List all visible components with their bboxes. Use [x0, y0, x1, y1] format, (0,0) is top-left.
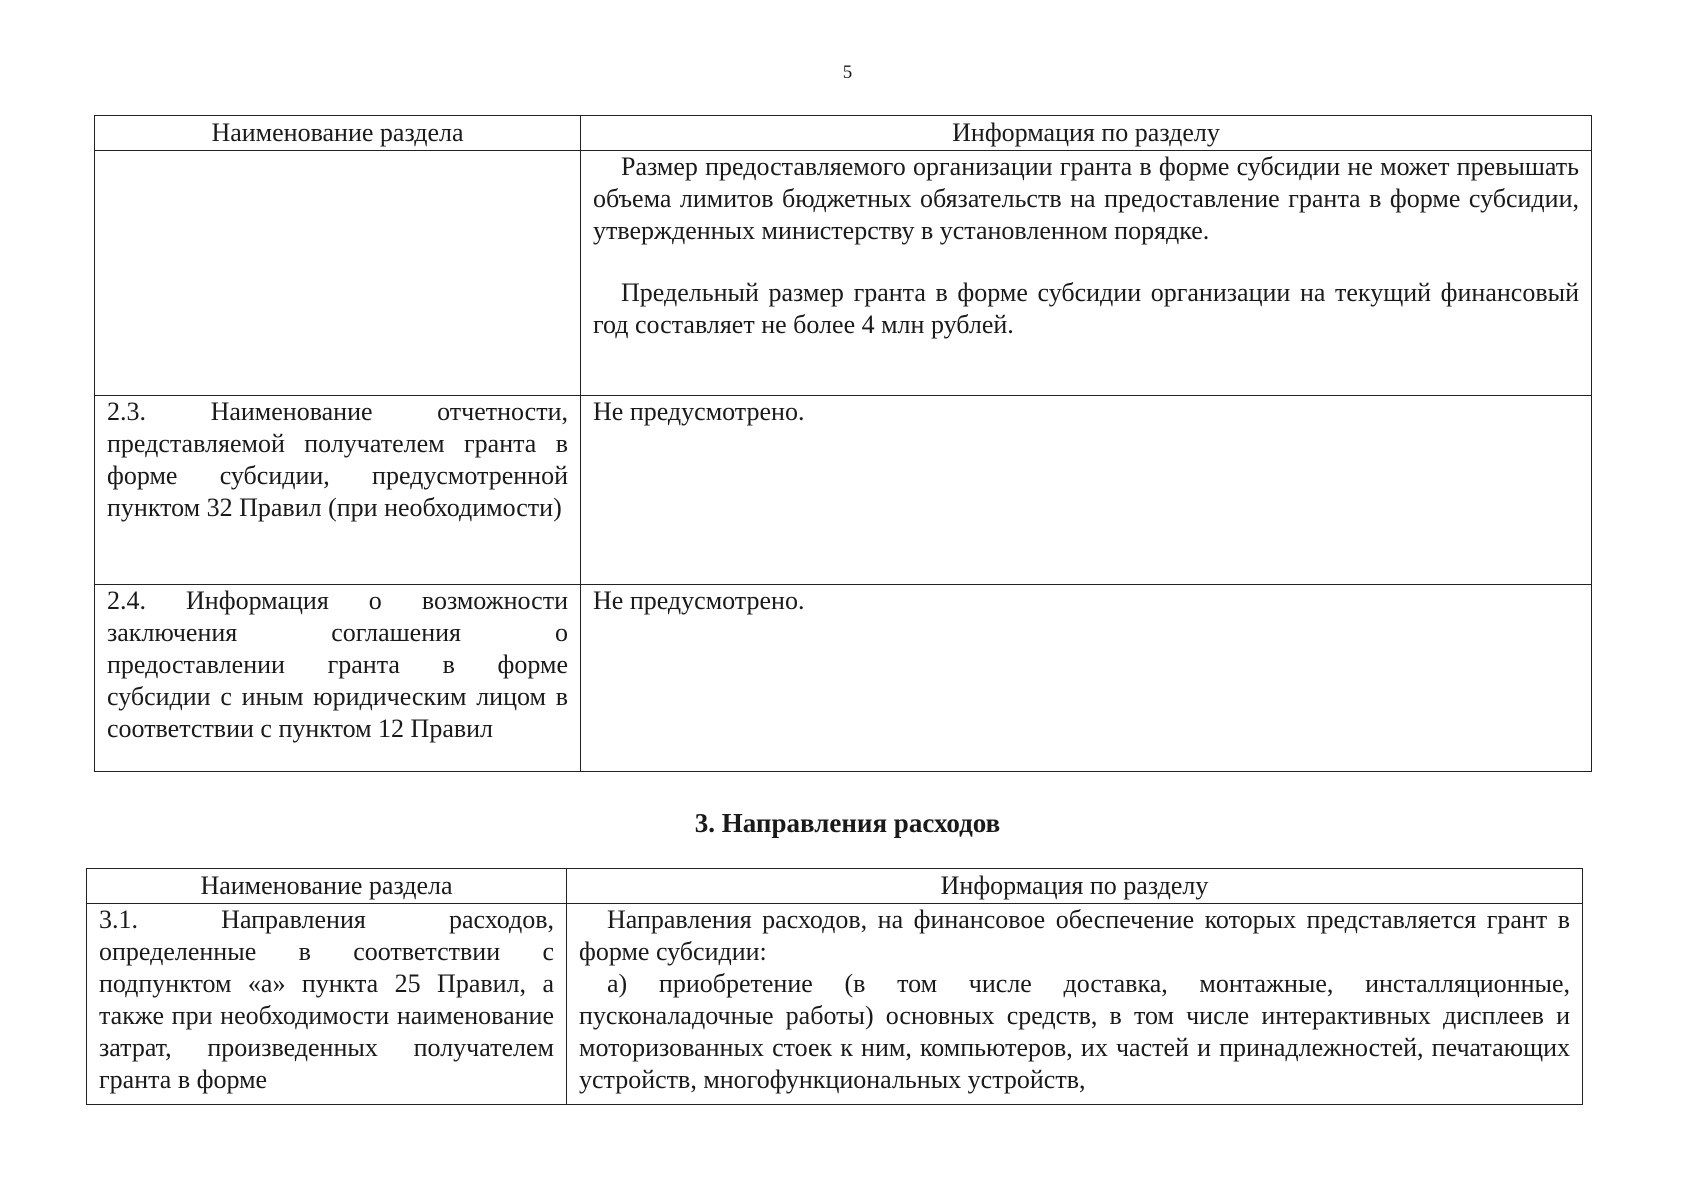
section-3-heading: 3. Направления расходов: [694, 808, 1001, 838]
table-row: [87, 904, 1583, 1105]
row-limits-right-cell: [581, 151, 1592, 396]
max-grant-paragraph: Предельный размер гранта в форме субсидии организации на текущий финансовый год составляет не более 4 млн рублей.: [593, 278, 1579, 339]
table-row: [95, 396, 1592, 585]
header-section-name: Наименование раздела: [95, 116, 581, 151]
page-number: 5: [842, 62, 853, 83]
header-section-info: Информация по разделу: [581, 116, 1592, 151]
grant-limit-paragraph: Размер предоставляемого организации гранта в форме субсидии не может превышать объема лимитов бюджетных обязательств на предоставление гранта в форме субсидии, утвержденных министерству в установленном порядке.: [593, 152, 1579, 245]
row-2-3-title: 2.3. Наименование отчетности, представляемой получателем гранта в форме субсидии, предусмотренной пунктом 32 Правил (при необходимости): [95, 396, 581, 585]
row-3-1-title: 3.1. Направления расходов, определенные в соответствии с подпунктом «а» пункта 25 Правил, а также при необходимости наименование затрат, произведенных получателем гранта в форме: [87, 904, 567, 1105]
row-3-1-value: [567, 904, 1583, 1105]
table-header-row: [87, 869, 1583, 904]
header-section-info: Информация по разделу: [567, 869, 1583, 904]
expense-directions-intro: Направления расходов, на финансовое обеспечение которых представляется грант в форме субсидии:: [579, 905, 1570, 966]
section-2-table: [94, 115, 1592, 772]
row-limits-left-cell: [95, 151, 581, 396]
section-3-table: [86, 868, 1583, 1105]
table-row: [95, 585, 1592, 772]
expense-item-a: а) приобретение (в том числе доставка, монтажные, инсталляционные, пусконаладочные работы) основных средств, в том числе интерактивных дисплеев и моторизованных стоек к ним, компьютеров, их частей и принадлежностей, печатающих устройств, многофункциональных устройств,: [579, 969, 1570, 1094]
row-2-4-value: Не предусмотрено.: [581, 585, 1592, 772]
row-2-3-value: Не предусмотрено.: [581, 396, 1592, 585]
row-2-4-title: 2.4. Информация о возможности заключения соглашения о предоставлении гранта в форме субсидии с иным юридическим лицом в соответствии с пунктом 12 Правил: [95, 585, 581, 772]
table-row: [95, 151, 1592, 396]
header-section-name: Наименование раздела: [87, 869, 567, 904]
table-header-row: [95, 116, 1592, 151]
